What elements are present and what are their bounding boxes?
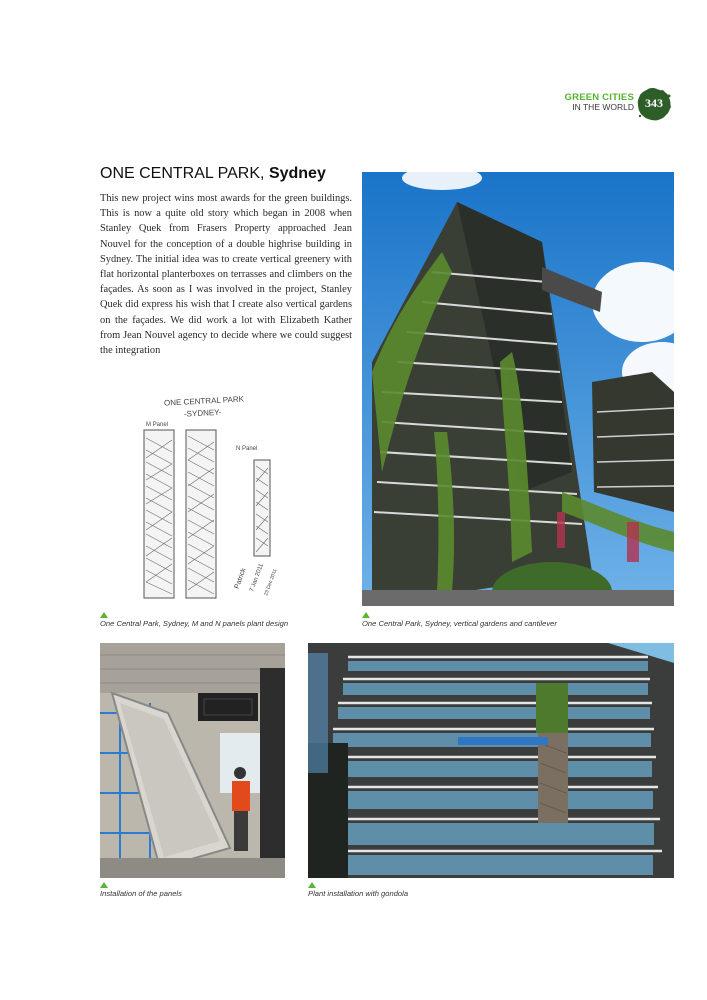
caption-marker-icon (100, 612, 108, 618)
section-title: GREEN CITIES (564, 92, 634, 103)
sketch-date2: 23 Dec 2011 (263, 568, 279, 597)
sketch-caption: One Central Park, Sydney, M and N panels plant design (100, 619, 289, 628)
sketch-label-n: N Panel (236, 446, 258, 452)
title-location: Sydney (268, 165, 326, 182)
section-subtitle: IN THE WORLD (572, 102, 634, 112)
panel-sketch-image (136, 388, 294, 608)
gondola-caption: Plant installation with gondola (308, 889, 409, 898)
article-title (100, 166, 326, 182)
page-number: 343 (645, 96, 663, 110)
gondola-photo (308, 643, 674, 878)
sketch-date1: 7 Jan 2011 (249, 563, 265, 593)
sketch-signature: Patrick (233, 567, 248, 590)
facade-photo (362, 172, 674, 606)
installation-photo (100, 643, 285, 878)
sketch-label-m: M Panel (146, 422, 169, 428)
caption-marker-icon (100, 882, 108, 888)
installation-caption: Installation of the panels (100, 889, 182, 898)
sketch-heading: ONE CENTRAL PARK (163, 394, 245, 408)
facade-caption: One Central Park, Sydney, vertical gardens and cantilever (362, 619, 557, 628)
caption-marker-icon (362, 612, 370, 618)
article-body: This new project wins most awards for the green buildings. This is now a quite old story which began in 2008 when Stanley Quek from Frasers Property approached Jean Nouvel for the conception of a double highrise building in Sydney. The initial idea was to create vertical greenery with flat horizontal planterboxes on terrasses and climbers on the façades. As soon as I was involved in the project, Stanley Quek did express his wish that I create also vertical gardens on the façades. We did work a lot with Elizabeth Kather from Jean Nouvel agency to decide where we could suggest the integration (100, 193, 352, 357)
title-main: ONE CENTRAL PARK, (100, 165, 265, 182)
caption-marker-icon (308, 882, 316, 888)
sketch-subheading: -SYDNEY- (183, 407, 222, 419)
